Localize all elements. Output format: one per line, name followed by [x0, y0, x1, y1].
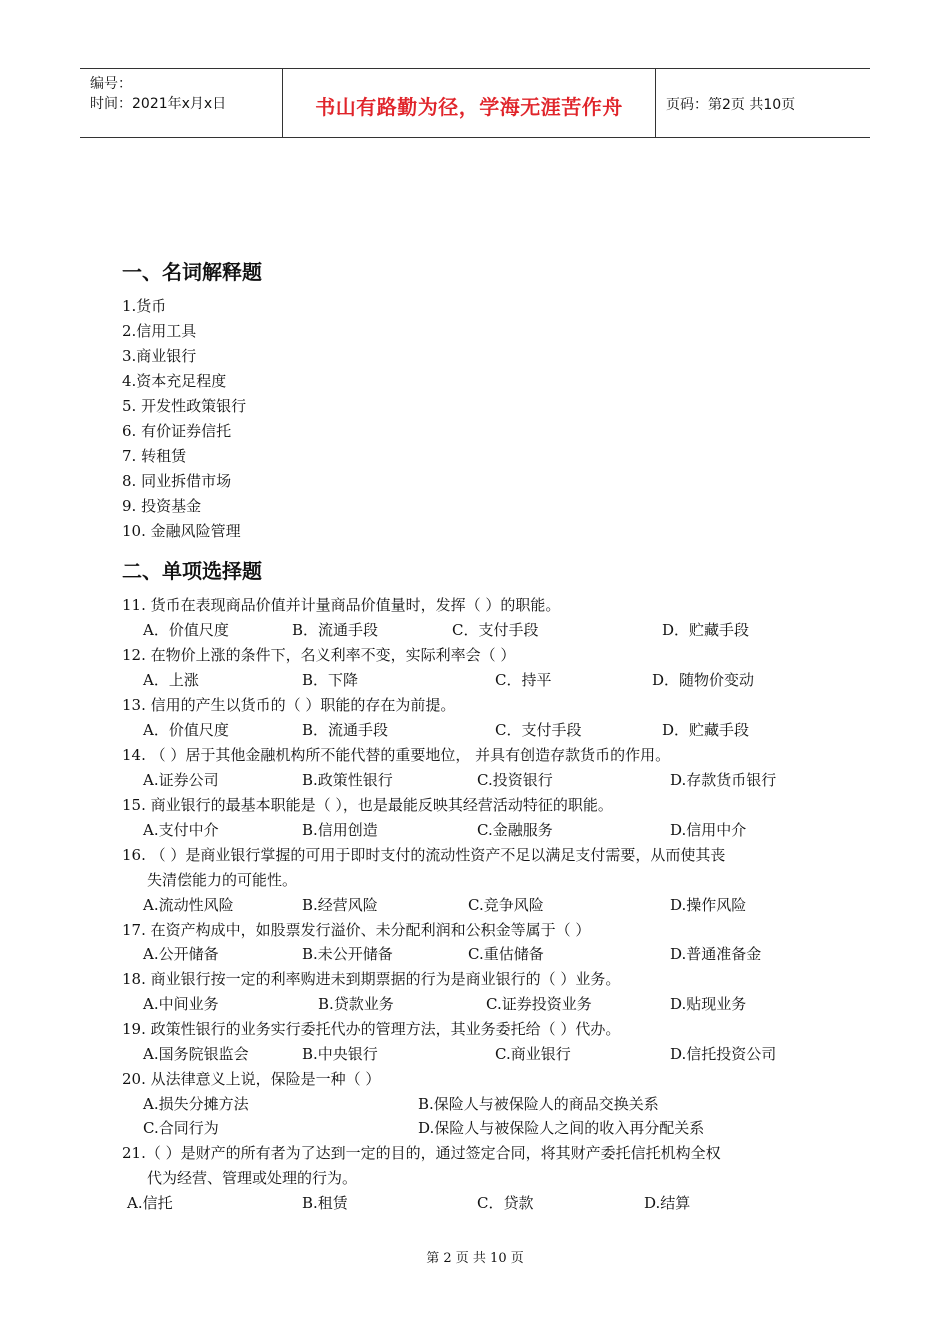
option-a: A.流动性风险 [143, 896, 234, 914]
option-b: B.未公开储备 [302, 945, 393, 963]
term-item: 4.资本充足程度 [122, 372, 227, 390]
option-c: C.竞争风险 [468, 896, 544, 914]
term-item: 8. 同业拆借市场 [122, 472, 232, 490]
number-label: 编号： [90, 76, 132, 92]
option-a: A．价值尺度 [143, 621, 229, 639]
option-d: D.存款货币银行 [670, 771, 777, 789]
question-stem: 19. 政策性银行的业务实行委托代办的管理方法，其业务委托给（ ）代办。 [122, 1020, 621, 1038]
term-item: 5. 开发性政策银行 [122, 397, 247, 415]
header-left-cell [80, 69, 283, 137]
option-a: A.支付中介 [143, 821, 219, 839]
option-c: C．持平 [495, 671, 552, 689]
option-b: B．流通手段 [292, 621, 379, 639]
question-stem: 21.（ ）是财产的所有者为了达到一定的目的，通过签定合同，将其财产委托信托机构全权 [122, 1144, 721, 1162]
section2-title: 二、单项选择题 [122, 559, 262, 583]
question-stem: 15. 商业银行的最基本职能是（ ），也是最能反映其经营活动特征的职能。 [122, 796, 613, 814]
question-stem: 13. 信用的产生以货币的（ ）职能的存在为前提。 [122, 696, 456, 714]
question-stem: 17. 在资产构成中，如股票发行溢价、未分配利润和公积金等属于（ ） [122, 921, 591, 939]
option-d: D.结算 [644, 1194, 691, 1212]
option-c: C．支付手段 [452, 621, 539, 639]
term-item: 9. 投资基金 [122, 497, 202, 515]
page-footer: 第 2 页 共 10 页 [426, 1251, 524, 1266]
option-a: A.国务院银监会 [143, 1045, 249, 1063]
option-c: C.商业银行 [495, 1045, 571, 1063]
option-b: B．下降 [302, 671, 359, 689]
term-item: 7. 转租赁 [122, 447, 187, 465]
option-d: D．随物价变动 [652, 671, 755, 689]
term-item: 2.信用工具 [122, 322, 197, 340]
option-b: B.保险人与被保险人的商品交换关系 [418, 1095, 659, 1113]
option-c: C．贷款 [477, 1194, 534, 1212]
option-a: A.中间业务 [143, 995, 219, 1013]
date-label: 时间：2021年x月x日 [90, 96, 227, 112]
term-item: 3.商业银行 [122, 347, 197, 365]
option-d: D.贴现业务 [670, 995, 747, 1013]
option-c: C．支付手段 [495, 721, 582, 739]
option-c: C.投资银行 [477, 771, 553, 789]
option-d: D．贮藏手段 [662, 621, 750, 639]
option-b: B.信用创造 [302, 821, 378, 839]
option-a: A.公开储备 [143, 945, 219, 963]
option-a: A.损失分摊方法 [143, 1095, 249, 1113]
option-a: A．价值尺度 [143, 721, 229, 739]
question-stem: 16. （ ）是商业银行掌握的可用于即时支付的流动性资产不足以满足支付需要，从而使其丧 [122, 846, 726, 864]
option-a: A.信托 [127, 1194, 173, 1212]
question-stem: 18. 商业银行按一定的利率购进未到期票据的行为是商业银行的（ ）业务。 [122, 970, 621, 988]
option-d: D.保险人与被保险人之间的收入再分配关系 [418, 1119, 705, 1137]
option-b: B.政策性银行 [302, 771, 393, 789]
question-stem: 14. （ ）居于其他金融机构所不能代替的重要地位， 并具有创造存款货币的作用。 [122, 746, 671, 764]
option-d: D.操作风险 [670, 896, 747, 914]
question-stem-continued: 失清偿能力的可能性。 [147, 871, 298, 889]
option-c: C.重估储备 [468, 945, 544, 963]
section1-title: 一、名词解释题 [122, 260, 262, 284]
option-b: B.租赁 [302, 1194, 348, 1212]
option-c: C.合同行为 [143, 1119, 219, 1137]
option-a: A．上涨 [143, 671, 199, 689]
option-d: D.信用中介 [670, 821, 747, 839]
document-header [80, 68, 870, 138]
option-b: B.中央银行 [302, 1045, 378, 1063]
page-info: 页码：第2页 共10页 [666, 97, 796, 113]
option-d: D.普通准备金 [670, 945, 762, 963]
question-stem: 20. 从法律意义上说，保险是一种（ ） [122, 1070, 381, 1088]
header-motto-cell [283, 69, 656, 137]
option-a: A.证券公司 [143, 771, 219, 789]
term-item: 6. 有价证券信托 [122, 422, 232, 440]
question-stem: 12. 在物价上涨的条件下，名义利率不变，实际利率会（ ） [122, 646, 516, 664]
question-stem-continued: 代为经营、管理或处理的行为。 [147, 1169, 358, 1187]
term-item: 1.货币 [122, 297, 167, 315]
option-b: B．流通手段 [302, 721, 389, 739]
option-b: B.贷款业务 [318, 995, 394, 1013]
question-stem: 11. 货币在表现商品价值并计量商品价值量时，发挥（ ）的职能。 [122, 596, 561, 614]
option-d: D．贮藏手段 [662, 721, 750, 739]
option-c: C.金融服务 [477, 821, 553, 839]
term-item: 10. 金融风险管理 [122, 522, 241, 540]
option-d: D.信托投资公司 [670, 1045, 777, 1063]
header-right-cell [656, 69, 870, 137]
option-c: C.证券投资业务 [486, 995, 592, 1013]
option-b: B.经营风险 [302, 896, 378, 914]
motto-text: 书山有路勤为径，学海无涯苦作舟 [315, 95, 623, 119]
